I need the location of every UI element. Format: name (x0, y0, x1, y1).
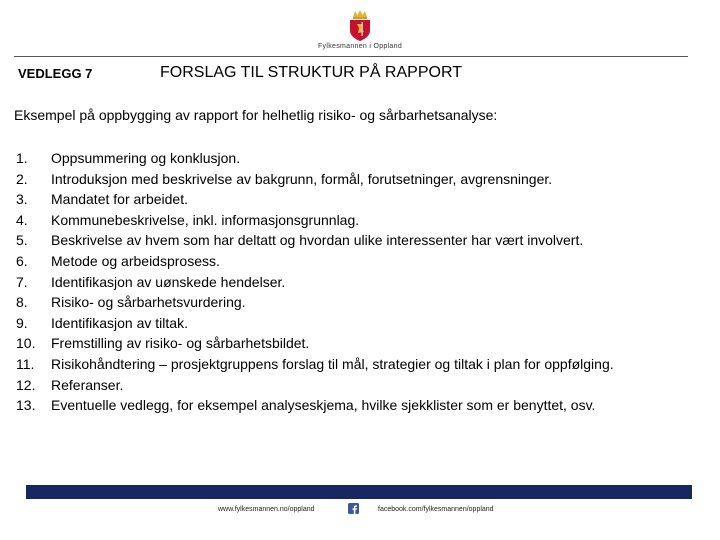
list-item-text: Eventuelle vedlegg, for eksempel analyseskjema, hvilke sjekklister som er benyttet, osv. (51, 397, 596, 414)
list-item-text: Oppsummering og konklusjon. (51, 150, 241, 166)
agency-name: Fylkesmannen i Oppland (317, 43, 403, 50)
list-item-text: Metode og arbeidsprosess. (51, 252, 220, 269)
list-item (16, 251, 706, 272)
facebook-link[interactable]: facebook.com/fylkesmannen/oppland (378, 506, 494, 513)
list-item-text: Identifikasjon av uønskede hendelser. (51, 273, 286, 290)
list-item-text: Beskrivelse av hvem som har deltatt og hvordan ulike interessenter har vært involvert. (51, 232, 584, 249)
list-item-text: Identifikasjon av tiltak. (51, 314, 188, 331)
header-divider (14, 56, 688, 57)
list-item-number: 6. (16, 252, 28, 269)
appendix-label: VEDLEGG 7 (18, 66, 93, 81)
list-item-text: Risiko- og sårbarhetsvurdering. (51, 294, 246, 311)
list-item-number: 10. (16, 335, 36, 352)
facebook-icon[interactable] (348, 503, 359, 514)
footer-bar (26, 485, 692, 499)
list-item (16, 333, 706, 354)
list-item-number: 2. (16, 170, 28, 187)
list-item (16, 230, 706, 251)
list-item-number: 4. (16, 211, 28, 228)
list-item-number: 3. (16, 191, 28, 208)
page-title: FORSLAG TIL STRUKTUR PÅ RAPPORT (160, 64, 462, 81)
list-item-number: 5. (16, 232, 28, 249)
report-structure-list (16, 148, 706, 416)
list-item-text: Mandatet for arbeidet. (51, 191, 188, 208)
list-item (16, 169, 706, 190)
list-item-number: 7. (16, 273, 28, 290)
list-item (16, 354, 706, 375)
list-item (16, 148, 706, 169)
list-item (16, 210, 706, 231)
list-item-number: 13. (16, 397, 36, 414)
list-item (16, 375, 706, 396)
list-item-text: Kommunebeskrivelse, inkl. informasjonsgrunnlag. (51, 211, 360, 228)
list-item-number: 9. (16, 314, 28, 331)
list-item-number: 8. (16, 294, 28, 311)
list-item-number: 12. (16, 376, 36, 393)
list-item (16, 292, 706, 313)
list-item-text: Referanser. (51, 376, 124, 393)
list-item (16, 313, 706, 334)
list-item (16, 272, 706, 293)
list-item-text: Risikohåndtering – prosjektgruppens forslag til mål, strategier og tiltak i plan for oppfølging. (51, 355, 614, 372)
website-link[interactable]: www.fylkesmannen.no/oppland (218, 506, 315, 513)
list-item-text: Fremstilling av risiko- og sårbarhetsbildet. (51, 335, 310, 352)
list-item-text: Introduksjon med beskrivelse av bakgrunn, formål, forutsetninger, avgrensninger. (51, 170, 553, 187)
list-item (16, 395, 706, 416)
list-item-number: 11. (16, 355, 35, 372)
list-item-number: 1. (16, 150, 28, 166)
list-item (16, 189, 706, 210)
coat-of-arms-icon (346, 8, 374, 42)
intro-text: Eksempel på oppbygging av rapport for helhetlig risiko- og sårbarhetsanalyse: (14, 107, 498, 123)
